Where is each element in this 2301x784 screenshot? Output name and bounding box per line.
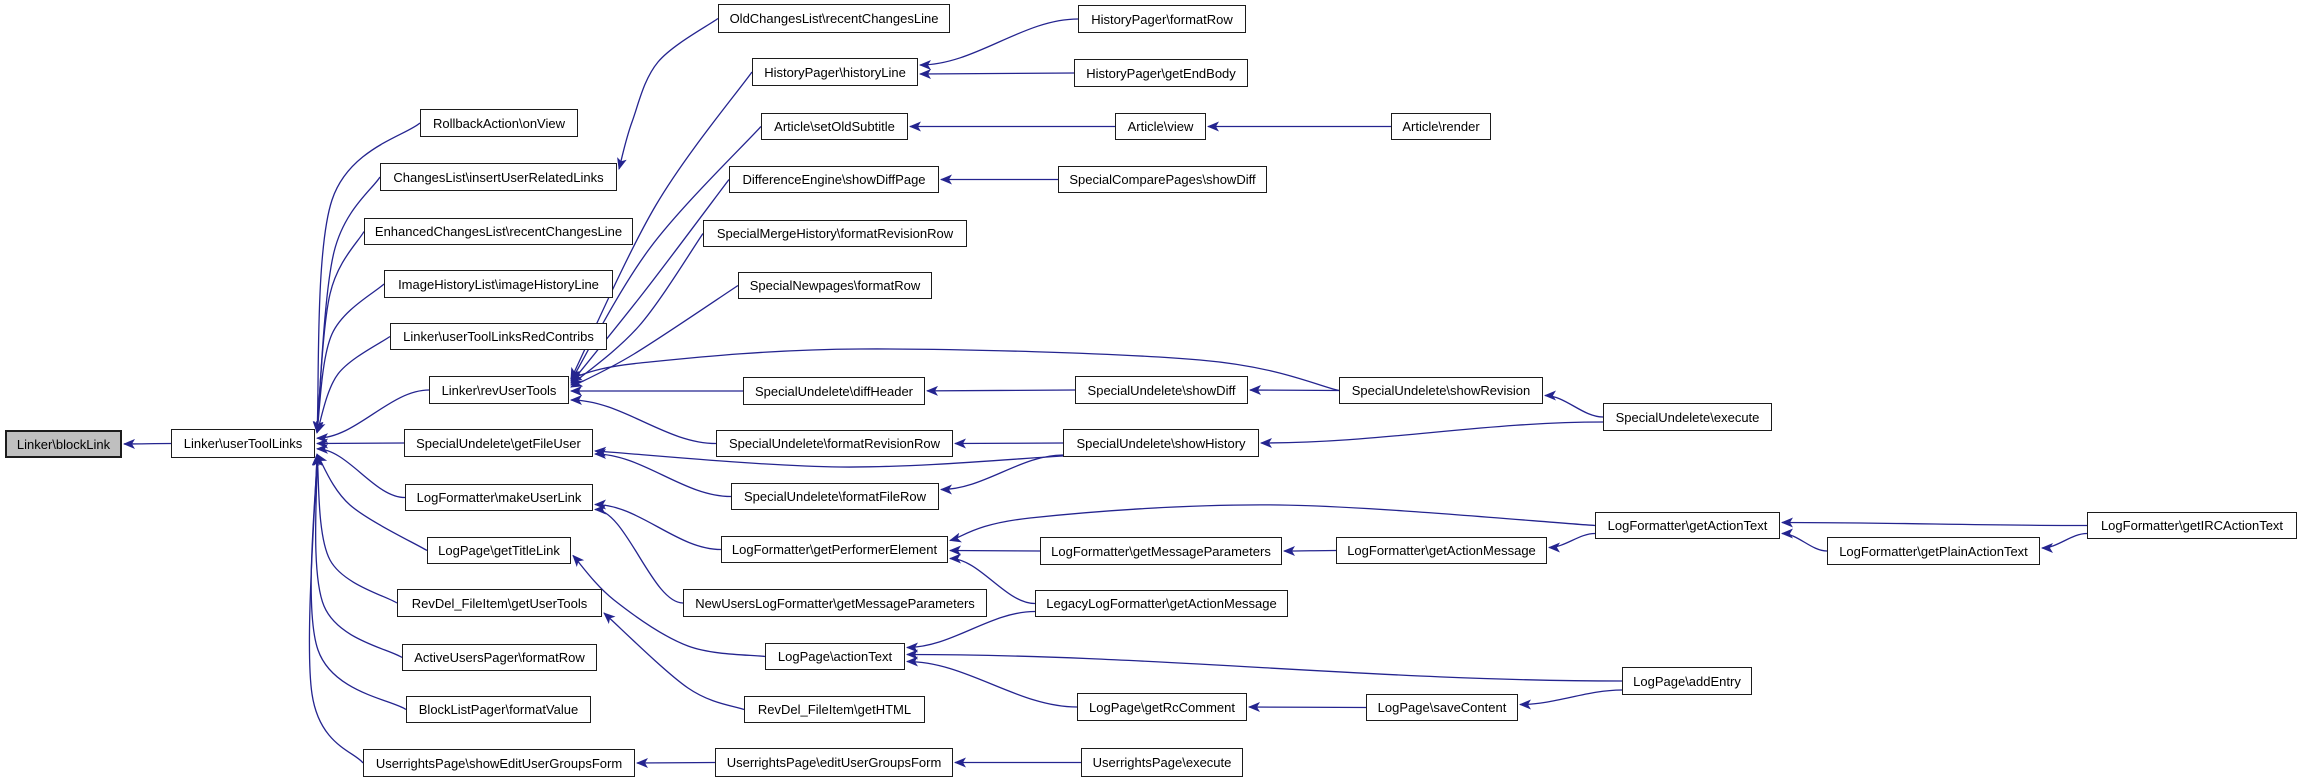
graph-node-revusertools[interactable] [429, 376, 569, 404]
call-edge-revdel-gethtml-revdel-getusertools [604, 613, 744, 710]
graph-node-revdel-getusertools[interactable] [397, 589, 602, 617]
graph-node-editusergroupsform[interactable] [715, 748, 953, 777]
call-edge-getfileuser-usertoollinks [317, 443, 404, 444]
graph-node-label: HistoryPager\getEndBody [1086, 65, 1236, 81]
graph-node-getperformerelement[interactable] [721, 536, 948, 563]
graph-node-historyline[interactable] [752, 58, 918, 86]
graph-node-label: LogFormatter\makeUserLink [416, 490, 582, 505]
call-edge-show-editusergroupsform-usertoollinks [309, 455, 363, 764]
graph-node-undelete-diffheader[interactable] [743, 377, 925, 405]
graph-node-label: UserrightsPage\editUserGroupsForm [726, 755, 942, 770]
graph-node-blocklink [5, 430, 122, 458]
graph-node-label: LogFormatter\getPerformerElement [731, 542, 938, 557]
graph-node-label: UserrightsPage\execute [1092, 755, 1232, 770]
graph-node-blocklist-formatvalue[interactable] [406, 696, 591, 723]
graph-node-label: ActiveUsersPager\formatRow [414, 650, 585, 665]
call-edge-undelete-execute-undelete-showrevision [1545, 396, 1603, 418]
call-edge-getmessageparameters-getperformerelement [950, 551, 1040, 552]
graph-node-label: RollbackAction\onView [433, 115, 565, 131]
graph-node-label: UserrightsPage\showEditUserGroupsForm [375, 755, 623, 771]
graph-node-comparepages-showdiff[interactable] [1058, 166, 1267, 193]
call-edge-imagehistoryline-usertoollinks [317, 284, 384, 433]
call-edge-getendbody-historyline [920, 73, 1074, 74]
call-edge-getactiontext-getperformerelement [950, 505, 1595, 541]
graph-node-label: SpecialUndelete\showDiff [1087, 382, 1236, 398]
graph-node-savecontent[interactable] [1366, 694, 1518, 721]
graph-node-userrights-execute[interactable] [1081, 748, 1243, 777]
graph-node-makeuserlink[interactable] [405, 484, 593, 511]
graph-node-undelete-formatrevisionrow[interactable] [716, 430, 953, 457]
call-edge-editusergroupsform-show-editusergroupsform [637, 763, 715, 764]
graph-node-article-view[interactable] [1115, 113, 1206, 140]
call-edge-getircactiontext-getplainactiontext [2042, 534, 2087, 549]
graph-node-label: Article\render [1402, 119, 1480, 134]
graph-node-label: LogFormatter\getActionMessage [1347, 543, 1536, 558]
graph-node-activeusers-formatrow[interactable] [402, 644, 597, 671]
graph-node-imagehistoryline[interactable] [384, 270, 613, 298]
graph-node-label: SpecialUndelete\diffHeader [754, 383, 914, 399]
graph-node-redcontribs[interactable] [390, 323, 607, 350]
graph-node-getfileuser[interactable] [404, 429, 593, 457]
graph-node-label: SpecialNewpages\formatRow [749, 278, 921, 293]
graph-node-label: SpecialUndelete\formatFileRow [743, 489, 927, 504]
graph-node-newusers-getmessageparameters[interactable] [683, 589, 987, 617]
graph-node-label: LegacyLogFormatter\getActionMessage [1046, 596, 1277, 611]
graph-node-mergehistory-formatrevisionrow[interactable] [703, 220, 967, 247]
graph-node-usertoollinks[interactable] [171, 429, 315, 458]
graph-node-label: SpecialUndelete\showRevision [1351, 383, 1531, 398]
call-edge-undelete-showhistory-undelete-formatrevisionrow [955, 443, 1063, 444]
graph-node-label: RevDel_FileItem\getUserTools [411, 595, 588, 611]
graph-node-label: LogFormatter\getMessageParameters [1051, 543, 1271, 559]
call-edge-undelete-execute-undelete-showhistory [1261, 422, 1603, 443]
graph-node-getactiontext[interactable] [1595, 512, 1780, 539]
graph-node-label: SpecialUndelete\execute [1615, 409, 1760, 425]
graph-node-label: Linker\userToolLinksRedContribs [403, 329, 594, 344]
call-edge-getircactiontext-getactiontext [1782, 523, 2087, 526]
graph-node-getplainactiontext[interactable] [1827, 537, 2040, 565]
graph-node-revdel-gethtml[interactable] [744, 696, 925, 723]
graph-node-label: Linker\blockLink [16, 436, 111, 452]
graph-node-label: NewUsersLogFormatter\getMessageParameters [695, 595, 975, 611]
graph-node-getactionmessage[interactable] [1336, 537, 1547, 564]
graph-node-undelete-formatfilerow[interactable] [731, 483, 939, 510]
call-edge-redcontribs-usertoollinks [317, 337, 390, 433]
graph-node-label: RevDel_FileItem\getHTML [757, 702, 912, 717]
call-edge-getplainactiontext-getactiontext [1782, 534, 1827, 552]
call-edge-blocklist-formatvalue-usertoollinks [311, 455, 406, 710]
graph-node-insertuserrelatedlinks[interactable] [380, 163, 617, 191]
graph-node-newpages-formatrow[interactable] [738, 272, 932, 299]
call-edge-getperformerelement-makeuserlink [595, 505, 721, 550]
call-edge-getrccomment-actiontext [907, 662, 1077, 708]
graph-node-undelete-showrevision[interactable] [1339, 377, 1543, 404]
graph-node-label: ImageHistoryList\imageHistoryLine [398, 276, 599, 292]
call-edge-undelete-showdiff-undelete-diffheader [927, 390, 1075, 391]
graph-node-historypager-formatrow[interactable] [1078, 5, 1246, 33]
call-edge-addentry-savecontent [1520, 690, 1622, 705]
graph-node-getendbody[interactable] [1074, 59, 1248, 87]
graph-node-label: LogPage\getRcComment [1089, 699, 1235, 715]
call-edge-addentry-actiontext [907, 655, 1622, 682]
graph-node-label: SpecialMergeHistory\formatRevisionRow [716, 226, 954, 241]
call-edge-savecontent-getrccomment [1249, 707, 1366, 708]
call-edge-insertuserrelatedlinks-usertoollinks [317, 177, 380, 433]
graph-node-gettitlelink[interactable] [427, 537, 571, 564]
graph-node-setoldsubtitle[interactable] [761, 113, 908, 140]
graph-node-label: Article\view [1127, 119, 1194, 134]
graph-node-label: LogPage\saveContent [1377, 700, 1507, 715]
call-edge-mergehistory-formatrevisionrow-revusertools [571, 234, 703, 386]
graph-node-legacy-getactionmessage[interactable] [1035, 590, 1288, 617]
call-edge-getactiontext-getactionmessage [1549, 534, 1595, 548]
call-edge-makeuserlink-usertoollinks [317, 449, 405, 498]
graph-node-label: EnhancedChangesList\recentChangesLine [374, 224, 623, 239]
call-edge-old-rcl-insertuserrelatedlinks [619, 19, 718, 170]
graph-node-old-rcl[interactable] [718, 4, 950, 33]
graph-node-enhanced-rcl[interactable] [364, 218, 633, 245]
graph-node-label: BlockListPager\formatValue [418, 702, 579, 717]
graph-node-article-render[interactable] [1391, 113, 1491, 140]
graph-node-label: SpecialComparePages\showDiff [1069, 172, 1256, 187]
graph-node-label: LogFormatter\getPlainActionText [1839, 543, 2028, 559]
graph-node-label: LogFormatter\getIRCActionText [2100, 518, 2284, 533]
graph-node-label: ChangesList\insertUserRelatedLinks [393, 169, 604, 185]
graph-node-label: Article\setOldSubtitle [774, 119, 895, 134]
graph-node-getrccomment[interactable] [1077, 693, 1247, 721]
graph-node-label: Linker\userToolLinks [183, 436, 303, 451]
graph-node-label: OldChangesList\recentChangesLine [729, 11, 939, 26]
call-edge-getactionmessage-getmessageparameters [1284, 551, 1336, 552]
graph-node-label: Linker\revUserTools [441, 382, 557, 398]
graph-node-getmessageparameters[interactable] [1040, 537, 1282, 565]
call-edge-enhanced-rcl-usertoollinks [317, 232, 364, 433]
graph-node-label: HistoryPager\formatRow [1091, 11, 1233, 27]
graph-node-label: LogPage\getTitleLink [438, 543, 560, 558]
graph-node-onview[interactable] [420, 109, 578, 137]
graph-node-label: LogFormatter\getActionText [1607, 518, 1768, 533]
graph-node-undelete-showdiff[interactable] [1075, 376, 1248, 404]
graph-node-label: SpecialUndelete\showHistory [1076, 435, 1246, 451]
graph-node-undelete-showhistory[interactable] [1063, 429, 1259, 457]
graph-node-actiontext[interactable] [765, 643, 905, 670]
graph-node-addentry[interactable] [1622, 667, 1752, 695]
graph-node-showdiffpage[interactable] [729, 166, 939, 193]
call-edge-newusers-getmessageparameters-makeuserlink [595, 510, 683, 604]
graph-node-label: DifferenceEngine\showDiffPage [742, 172, 926, 187]
graph-node-undelete-execute[interactable] [1603, 403, 1772, 431]
graph-node-label: SpecialUndelete\getFileUser [416, 435, 581, 451]
graph-node-show-editusergroupsform[interactable] [363, 749, 635, 777]
graph-node-label: SpecialUndelete\formatRevisionRow [729, 436, 940, 451]
graph-node-label: LogPage\addEntry [1633, 673, 1741, 689]
graph-node-label: LogPage\actionText [777, 649, 893, 664]
graph-node-label: HistoryPager\historyLine [764, 64, 906, 80]
graph-node-getircactiontext[interactable] [2087, 512, 2297, 539]
